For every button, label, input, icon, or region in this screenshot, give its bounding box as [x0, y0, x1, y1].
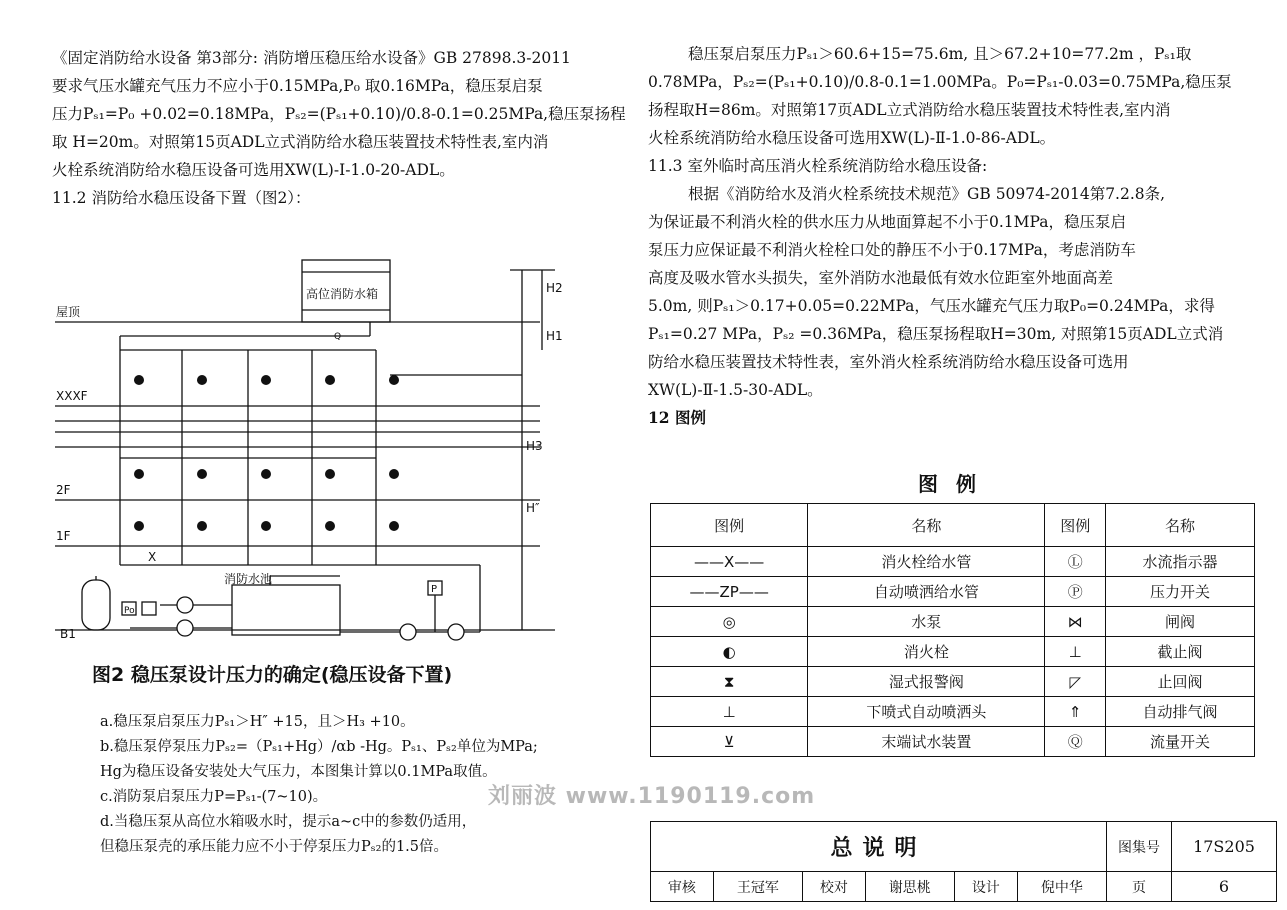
right-text-line: 火栓系统消防给水稳压设备可选用XW(L)-Ⅱ-1.0-86-ADL。 [648, 129, 1056, 147]
floor-label-2f: 2F [56, 483, 71, 497]
page-label: 页 [1107, 872, 1172, 902]
legend-name: 流量开关 [1106, 727, 1255, 757]
atlas-label: 图集号 [1107, 822, 1172, 872]
page-number: 6 [1172, 872, 1277, 902]
legend-name: 止回阀 [1106, 667, 1255, 697]
reviewer-name: 王冠军 [713, 872, 802, 902]
right-text-line: 防给水稳压装置技术特性表，室外消火栓系统消防给水稳压设备可选用 [648, 353, 1129, 371]
right-text-line: XW(L)-Ⅱ-1.5-30-ADL。 [648, 381, 823, 399]
left-text-line: 取 H=20m。对照第15页ADL立式消防给水稳压装置技术特性表,室内消 [52, 133, 549, 151]
legend-row [651, 727, 1255, 757]
check-valve-symbol-icon: ◸ [1045, 667, 1106, 697]
legend-table [650, 503, 1255, 757]
sheet-title: 总说明 [651, 822, 1107, 872]
legend-name: 自动喷洒给水管 [808, 577, 1045, 607]
legend-name: 闸阀 [1106, 607, 1255, 637]
pressure-switch-label: P [431, 584, 438, 595]
section-heading-11-2: 11.2 消防给水稳压设备下置（图2）： [52, 189, 311, 207]
legend-row [651, 577, 1255, 607]
right-text-line: 高度及吸水管水头损失，室外消防水池最低有效水位距室外地面高差 [648, 269, 1114, 287]
alarm-valve-symbol-icon: ⧗ [651, 667, 808, 697]
designer-name: 倪中华 [1017, 872, 1106, 902]
legend-row [651, 637, 1255, 667]
left-text-line: 要求气压水罐充气压力不应小于0.15MPa,P₀ 取0.16MPa，稳压泵启泵 [52, 77, 543, 95]
right-text-line: 为保证最不利消火栓的供水压力从地面算起不小于0.1MPa，稳压泵启 [648, 213, 1126, 231]
legend-name: 下喷式自动喷洒头 [808, 697, 1045, 727]
section-heading-12: 12 图例 [648, 408, 706, 427]
floor-label-roof: 屋顶 [56, 305, 81, 319]
note-line: b.稳压泵停泵压力Pₛ₂=（Pₛ₁+Hg）/αb -Hg。Pₛ₁、Pₛ₂单位为MPa; [100, 739, 538, 755]
air-vent-symbol-icon: ⇑ [1045, 697, 1106, 727]
tank-label: 高位消防水箱 [306, 287, 379, 301]
left-text-line: 火栓系统消防给水稳压设备可选用XW(L)-I-1.0-20-ADL。 [52, 161, 455, 179]
note-line: a.稳压泵启泵压力Pₛ₁＞H″ +15，且＞H₃ +10。 [100, 714, 415, 730]
legend-name: 压力开关 [1106, 577, 1255, 607]
figure-notes [100, 710, 538, 860]
legend-name: 湿式报警阀 [808, 667, 1045, 697]
sprinkler-pipe-symbol-icon: ——ZP—— [651, 577, 808, 607]
figure-caption: 图2 稳压泵设计压力的确定(稳压设备下置) [92, 664, 453, 686]
legend-name: 截止阀 [1106, 637, 1255, 667]
pipe-mark: X [148, 550, 157, 564]
floor-label-b1: B1 [60, 627, 76, 641]
legend-header: 图例 [651, 504, 808, 547]
legend-name: 消火栓 [808, 637, 1045, 667]
flow-switch-label: Q [334, 332, 342, 342]
right-text-line: 扬程取H=86m。对照第17页ADL立式消防给水稳压装置技术特性表,室内消 [648, 101, 1171, 119]
right-text-line: 0.78MPa，Pₛ₂=(Pₛ₁+0.10)/0.8-0.1=1.00MPa。P₀=Pₛ₁-0.03=0.75MPa,稳压泵 [648, 73, 1232, 91]
review-label: 审核 [651, 872, 714, 902]
globe-valve-symbol-icon: ⊥ [1045, 637, 1106, 667]
right-text-line: Pₛ₁=0.27 MPa，Pₛ₂ =0.36MPa，稳压泵扬程取H=30m, 对照第15页ADL立式消 [648, 325, 1224, 343]
gauge-label: Po [124, 606, 135, 616]
gate-valve-symbol-icon: ⋈ [1045, 607, 1106, 637]
pressure-switch-symbol-icon: Ⓟ [1045, 577, 1106, 607]
sprinkler-head-symbol-icon: ⊥ [651, 697, 808, 727]
design-label: 设计 [954, 872, 1017, 902]
section-heading-11-3: 11.3 室外临时高压消火栓系统消防给水稳压设备: [648, 157, 988, 175]
right-text-line: 稳压泵启泵压力Pₛ₁＞60.6+15=75.6m, 且＞67.2+10=77.2m ，Pₛ₁取 [688, 45, 1192, 63]
left-text-line: 《固定消防给水设备 第3部分: 消防增压稳压给水设备》GB 27898.3-2011 [52, 49, 571, 67]
legend-title: 图例 [918, 472, 994, 496]
dim-label-h3: H3 [526, 439, 543, 453]
left-paragraph [52, 44, 632, 212]
title-block [650, 821, 1277, 902]
note-line: Hg为稳压设备安装处大气压力，本图集计算以0.1MPa取值。 [100, 764, 497, 780]
legend-name: 水流指示器 [1106, 547, 1255, 577]
legend-name: 消火栓给水管 [808, 547, 1045, 577]
note-line: d.当稳压泵从高位水箱吸水时，提示a~c中的参数仍适用， [100, 814, 477, 830]
legend-row [651, 667, 1255, 697]
legend-row [651, 547, 1255, 577]
pump-symbol-icon: ◎ [651, 607, 808, 637]
legend-name: 自动排气阀 [1106, 697, 1255, 727]
dim-label-h-double-prime: H″ [526, 501, 540, 515]
note-line: 但稳压泵壳的承压能力应不小于停泵压力Pₛ₂的1.5倍。 [100, 839, 449, 855]
legend-name: 末端试水装置 [808, 727, 1045, 757]
watermark: 刘丽波 www.1190119.com [488, 784, 816, 809]
dim-label-h1: H1 [546, 329, 563, 343]
check-label: 校对 [802, 872, 865, 902]
test-device-symbol-icon: ⊻ [651, 727, 808, 757]
note-line: c.消防泵启泵压力P=Pₛ₁-(7~10)。 [100, 789, 328, 805]
right-text-line: 泵压力应保证最不利消火栓栓口处的静压不小于0.17MPa，考虑消防车 [648, 241, 1136, 259]
legend-name: 水泵 [808, 607, 1045, 637]
checker-name: 谢思桃 [865, 872, 954, 902]
legend-header: 图例 [1045, 504, 1106, 547]
legend-header: 名称 [808, 504, 1045, 547]
dim-label-h2: H2 [546, 281, 563, 295]
floor-label-xxxf: XXXF [56, 389, 88, 403]
legend-header-row [651, 504, 1255, 547]
legend-row [651, 607, 1255, 637]
pressure-diagram [40, 250, 640, 650]
legend-row [651, 697, 1255, 727]
left-text-line: 压力Pₛ₁=P₀ +0.02=0.18MPa，Pₛ₂=(Pₛ₁+0.10)/0.8-0.1=0.25MPa,稳压泵扬程 [52, 105, 626, 123]
atlas-number: 17S205 [1172, 822, 1277, 872]
flow-indicator-symbol-icon: Ⓛ [1045, 547, 1106, 577]
right-text-line: 5.0m, 则Pₛ₁＞0.17+0.05=0.22MPa，气压水罐充气压力取P₀=0.24MPa，求得 [648, 297, 1215, 315]
hydrant-symbol-icon: ◐ [651, 637, 808, 667]
legend-header: 名称 [1106, 504, 1255, 547]
right-text-line: 根据《消防给水及消火栓系统技术规范》GB 50974-2014第7.2.8条, [688, 185, 1166, 203]
hydrant-pipe-symbol-icon: ——X—— [651, 547, 808, 577]
right-paragraph [648, 40, 1248, 432]
floor-label-1f: 1F [56, 529, 71, 543]
pool-label: 消防水池 [224, 572, 273, 586]
flow-switch-symbol-icon: Ⓠ [1045, 727, 1106, 757]
